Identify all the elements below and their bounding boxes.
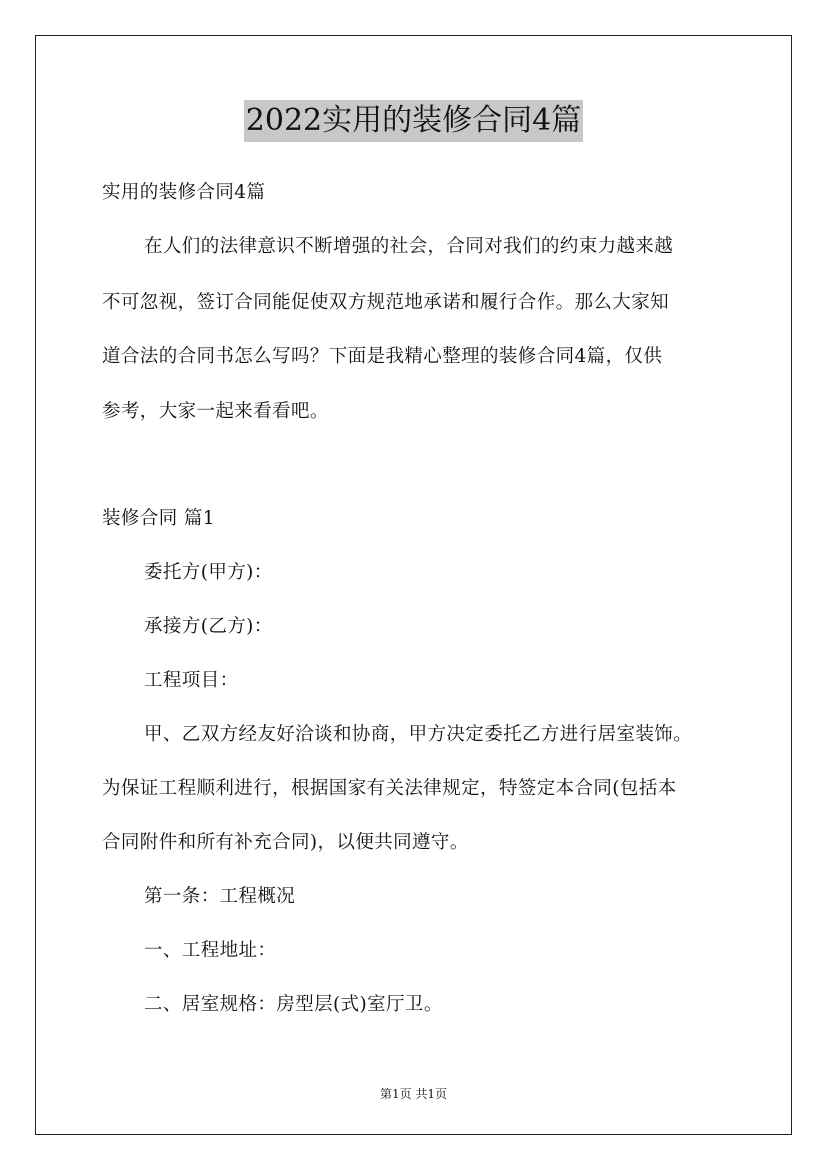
intro-line-3: 道合法的合同书怎么写吗？下面是我精心整理的装修合同4篇，仅供	[102, 346, 663, 367]
intro-line-4: 参考，大家一起来看看吧。	[102, 401, 329, 422]
document-subtitle: 实用的装修合同4篇	[102, 182, 266, 203]
page-footer: 第1页 共1页	[379, 1087, 448, 1101]
intro-line-2: 不可忽视，签订合同能促使双方规范地承诺和履行合作。那么大家知	[102, 292, 670, 313]
body-line-3: 合同附件和所有补充合同)，以便共同遵守。	[102, 832, 469, 853]
party-b-field: 承接方(乙方)：	[144, 616, 273, 637]
body-line-2: 为保证工程顺利进行，根据国家有关法律规定，特签定本合同(包括本	[102, 778, 677, 799]
title-container	[0, 100, 827, 142]
item-2-room-spec: 二、居室规格：房型层(式)室厅卫。	[144, 994, 443, 1015]
item-1-address: 一、工程地址：	[144, 940, 277, 961]
section-heading: 装修合同 篇1	[102, 508, 215, 529]
document-title: 2022实用的装修合同4篇	[244, 100, 583, 142]
article-1-heading: 第一条：工程概况	[144, 886, 296, 907]
body-line-1: 甲、乙双方经友好洽谈和协商，甲方决定委托乙方进行居室装饰。	[144, 724, 693, 745]
intro-line-1: 在人们的法律意识不断增强的社会，合同对我们的约束力越来越	[144, 236, 674, 257]
project-field: 工程项目：	[144, 670, 239, 691]
party-a-field: 委托方(甲方)：	[144, 562, 273, 583]
